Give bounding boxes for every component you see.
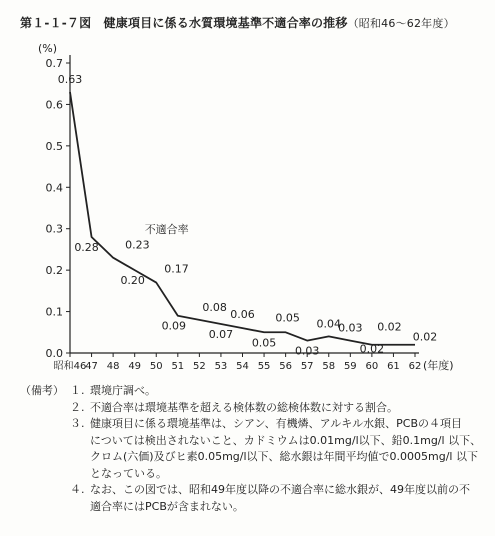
x-tick-label: 52 — [193, 361, 206, 372]
x-tick-label: 昭和46 — [53, 361, 87, 372]
notes-heading: （備考） — [20, 384, 64, 397]
chart-title-range: （昭和46～62年度） — [347, 17, 455, 30]
note-spacer — [20, 466, 70, 483]
y-tick-label: 0.1 — [45, 305, 63, 319]
series-name-label: 不適合率 — [144, 222, 189, 236]
note-number: ２. — [70, 400, 85, 414]
y-tick-label: 0.2 — [45, 264, 63, 278]
x-tick-label: 57 — [300, 361, 314, 372]
note-spacer — [20, 433, 70, 450]
note-text: 健康項目に係る環境基準は、シアン、有機燐、アルキル水銀、PCBの４項目 — [90, 417, 462, 430]
x-tick-label: 50 — [149, 361, 163, 372]
series-line — [70, 92, 415, 345]
note-number: ３. — [70, 417, 85, 430]
data-label: 0.02 — [359, 342, 385, 356]
data-label: 0.06 — [230, 308, 255, 322]
note-text: となっている。 — [90, 466, 167, 480]
note-row — [20, 466, 485, 483]
x-tick-label: 49 — [128, 361, 142, 372]
note-spacer — [20, 400, 70, 417]
x-tick-label: 47 — [85, 361, 98, 372]
note-spacer — [20, 416, 70, 433]
note-spacer — [20, 482, 70, 499]
data-label: 0.17 — [164, 262, 189, 276]
x-tick-label: 56 — [279, 361, 292, 372]
data-label: 0.02 — [377, 320, 402, 334]
data-label: 0.07 — [208, 328, 234, 341]
data-label: 0.05 — [251, 336, 277, 350]
note-number — [70, 449, 90, 466]
note-text: 不適合率は環境基準を超える検体数の総検体数に対する割合。 — [90, 400, 398, 414]
note-text: クロム(六価)及びヒ素0.05mg/l以下、総水銀は年間平均値で0.0005mg/l 以下 — [90, 450, 478, 463]
x-tick-label: 61 — [387, 361, 400, 372]
data-label: 0.08 — [202, 300, 227, 314]
y-axis-label: (%) — [38, 42, 58, 55]
y-tick-label: 0.0 — [45, 347, 63, 360]
note-number: ４. — [70, 483, 85, 496]
note-row — [20, 416, 485, 433]
note-row — [20, 449, 485, 466]
data-label: 0.03 — [338, 321, 363, 335]
data-label: 0.63 — [57, 73, 83, 86]
note-spacer — [20, 499, 70, 516]
x-tick-label: 58 — [322, 361, 336, 372]
x-tick-label: 62 — [408, 361, 422, 372]
x-tick-label: 60 — [365, 361, 379, 372]
data-label: 0.02 — [412, 330, 438, 344]
y-tick-label: 0.3 — [45, 222, 63, 236]
y-tick-label: 0.4 — [45, 181, 63, 195]
y-tick-label: 0.5 — [45, 139, 63, 153]
x-tick-label: 53 — [214, 361, 228, 372]
chart-title-main: 第１-１-７図 健康項目に係る水質環境基準不適合率の推移 — [20, 16, 348, 30]
note-row — [20, 400, 485, 417]
note-row — [20, 482, 485, 499]
y-tick-label: 0.6 — [45, 98, 63, 112]
note-text: 環境庁調べ。 — [90, 384, 156, 397]
x-tick-label: 55 — [257, 361, 271, 372]
note-number — [70, 499, 90, 516]
x-tick-label: 48 — [106, 361, 120, 372]
note-row — [20, 499, 485, 516]
note-text: については検出されないこと、カドミウムは0.01mg/l以下、鉛0.1mg/l 以下、 — [90, 433, 482, 447]
note-text: なお、この図では、昭和49年度以降の不適合率に総水銀が、49年度以前の不 — [90, 483, 470, 496]
x-axis-label: (年度) — [423, 359, 454, 372]
data-label: 0.03 — [294, 344, 320, 358]
data-label: 0.05 — [275, 311, 300, 325]
note-row — [20, 433, 485, 450]
note-row — [20, 383, 485, 400]
data-label: 0.28 — [74, 241, 99, 254]
note-number — [70, 466, 90, 483]
y-tick-label: 0.7 — [45, 57, 63, 70]
data-label: 0.09 — [161, 319, 187, 333]
note-number: １. — [70, 384, 85, 397]
note-text: 適合率にはPCBが含まれない。 — [90, 499, 244, 513]
note-spacer — [20, 449, 70, 466]
x-tick-label: 54 — [236, 361, 249, 372]
notes-section — [20, 383, 485, 515]
note-number — [70, 433, 90, 450]
x-tick-label: 51 — [171, 361, 185, 372]
data-label: 0.20 — [120, 274, 145, 288]
data-label: 0.23 — [125, 238, 150, 252]
data-label: 0.04 — [316, 317, 341, 331]
x-tick-label: 59 — [343, 361, 357, 372]
